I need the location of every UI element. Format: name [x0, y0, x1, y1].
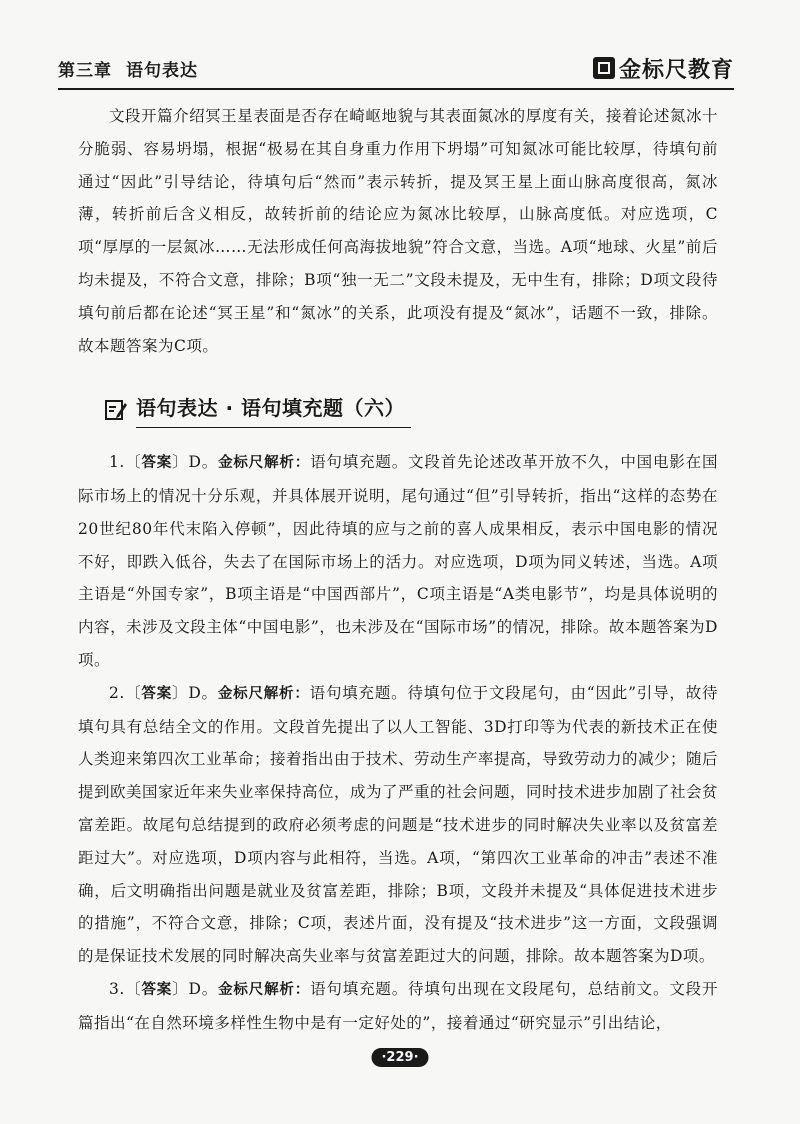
analysis-label: 金标尺解析： [217, 685, 310, 702]
answer-choice: D。 [188, 683, 218, 702]
answer-number: 2. [109, 683, 125, 702]
analysis-text: 语句填充题。待填句位于文段尾句，由“因此”引导，故待填句具有总结全文的作用。文段首先提出了以人工智能、3D打印等为代表的新技术正在使人类迎来第四次工业革命；接着指出由于技术、劳动生产率提高，导致劳动力的减少；随后提到欧美国家近年来失业率保持高位，成为了严重的社会问题，同时技术进步加剧了社会贫富差距。故尾句总结提到的政府必须考虑的问题是“技术进步的同时解决失业率以及贫富差距过大”。对应选项，D项内容与此相符，当选。A项，“第四次工业革命的冲击”表述不准确，后文明确指出问题是就业及贫富差距，排除；B项，文段并未提及“具体促进技术进步的措施”，不符合文意，排除；C项，表述片面，没有提及“技术进步”这一方面，文段强调的是保证技术发展的同时解决高失业率与贫富差距过大的问题，排除。故本题答案为D项。 [78, 683, 719, 966]
analysis-label: 金标尺解析： [218, 981, 311, 998]
chapter-heading [58, 56, 198, 81]
answer-item-3 [78, 973, 718, 1040]
answer-choice: D。 [188, 979, 219, 998]
analysis-label: 金标尺解析： [218, 455, 311, 472]
answer-label: 答案 [141, 981, 173, 998]
brand-logo-icon [593, 57, 615, 79]
bracket-close: 〕 [172, 979, 189, 998]
chapter-title: 语句表达 [126, 60, 198, 81]
answer-number: 3. [109, 979, 125, 998]
page-content [78, 100, 718, 1040]
section-heading [104, 392, 718, 428]
analysis-text: 语句填充题。待填句出现在文段尾句，总结前文。文段开篇指出“在自然环境多样性生物中是有一定好处的”，接着通过“研究显示”引出结论， [78, 979, 718, 1032]
bracket-close: 〕 [172, 683, 189, 702]
answer-choice: D。 [188, 453, 219, 472]
section-title: 语句表达 · 语句填充题（六） [136, 392, 411, 428]
bracket-open: 〔 [124, 683, 142, 702]
answer-item-1 [78, 446, 718, 677]
brand-logo [593, 53, 734, 84]
bracket-open: 〔 [124, 979, 142, 998]
answer-label: 答案 [141, 685, 173, 702]
brand-name: 金标尺教育 [618, 57, 734, 83]
answer-number: 1. [109, 453, 125, 472]
edit-icon [104, 398, 128, 422]
answer-item-2 [78, 677, 718, 973]
analysis-text: 语句填充题。文段首先论述改革开放不久，中国电影在国际市场上的情况十分乐观，并具体展开说明，尾句通过“但”引导转折，指出“这样的态势在20世纪80年代末陷入停顿”，因此待填的应与之前的喜人成果相反，表示中国电影的情况不好，即跌入低谷，失去了在国际市场上的活力。对应选项，D项为同义转述，当选。A项主语是“外国专家”，B项主语是“中国西部片”，C项主语是“A类电影节”，均是具体说明的内容，未涉及文段主体“中国电影”，也未涉及在“国际市场”的情况，排除。故本题答案为D项。 [78, 453, 718, 669]
chapter-number: 第三章 [58, 60, 112, 81]
answer-label: 答案 [141, 455, 173, 472]
intro-paragraph: 文段开篇介绍冥王星表面是否存在崎岖地貌与其表面氮冰的厚度有关，接着论述氮冰十分脆弱、容易坍塌，根据“极易在其自身重力作用下坍塌”可知氮冰可能比较厚，待填句前通过“因此”引导结论，待填句后“然而”表示转折，提及冥王星上面山脉高度很高，氮冰薄，转折前后含义相反，故转折前的结论应为氮冰比较厚，山脉高度低。对应选项，C项“厚厚的一层氮冰……无法形成任何高海拔地貌”符合文意，当选。A项“地球、火星”前后均未提及，不符合文意，排除；B项“独一无二”文段未提及，无中生有，排除；D项文段待填句前后都在论述“冥王星”和“氮冰”的关系，此项没有提及“氮冰”，话题不一致，排除。故本题答案为C项。 [78, 107, 718, 355]
page-header [58, 48, 734, 90]
page-number: ·229· [371, 1048, 428, 1067]
bracket-close: 〕 [172, 453, 189, 472]
bracket-open: 〔 [124, 453, 142, 472]
